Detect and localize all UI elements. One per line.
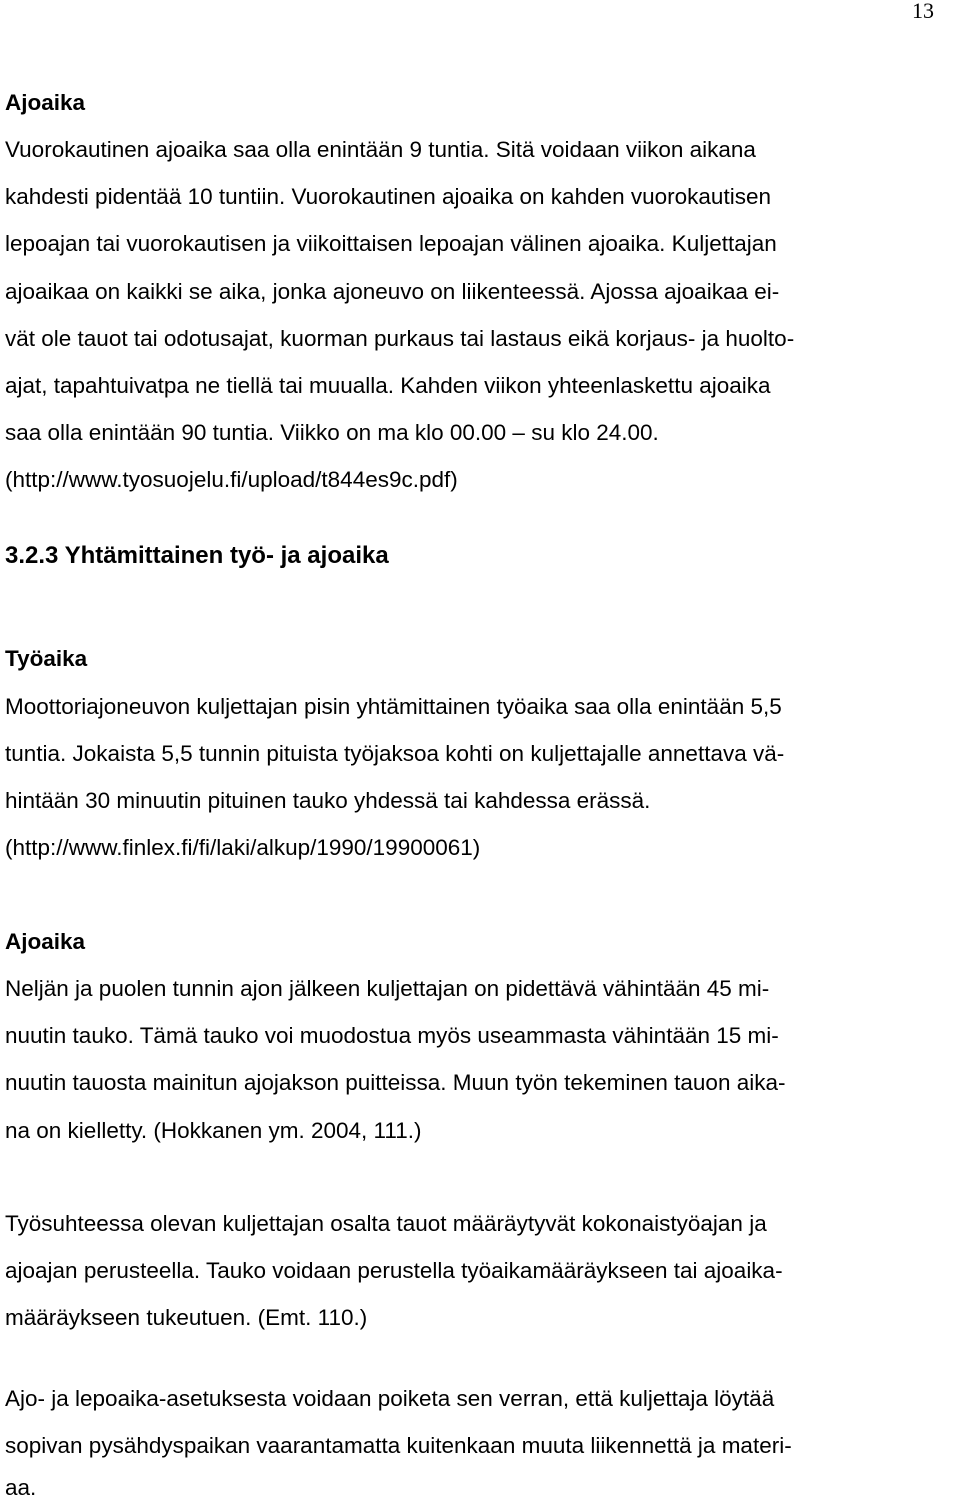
text-line: ajoajan perusteella. Tauko voidaan perustella työaikamääräykseen tai ajoaika- (5, 1258, 783, 1283)
text-line: ajoaikaa on kaikki se aika, jonka ajoneuvo on liikenteessä. Ajossa ajoaikaa ei- (5, 279, 780, 304)
heading-tyoaika: Työaika (5, 646, 88, 671)
text-line: kahdesti pidentää 10 tuntiin. Vuorokautinen ajoaika on kahden vuorokautisen (5, 184, 771, 209)
text-line: nuutin tauosta mainitun ajojakson puitteissa. Muun työn tekeminen tauon aika- (5, 1070, 786, 1095)
text-line: aa. (5, 1475, 37, 1500)
text-line: hintään 30 minuutin pituinen tauko yhdessä tai kahdessa erässä. (5, 788, 651, 813)
text-line: Työsuhteessa olevan kuljettajan osalta tauot määräytyvät kokonaistyöajan ja (5, 1211, 767, 1236)
text-line: Moottoriajoneuvon kuljettajan pisin yhtämittainen työaika saa olla enintään 5,5 (5, 694, 782, 719)
reference-link: (http://www.finlex.fi/fi/laki/alkup/1990/19900061) (5, 835, 481, 860)
text-line: Ajo- ja lepoaika-asetuksesta voidaan poiketa sen verran, että kuljettaja löytää (5, 1386, 775, 1411)
section-heading: 3.2.3 Yhtämittainen työ- ja ajoaika (5, 542, 389, 569)
text-line: Vuorokautinen ajoaika saa olla enintään 9 tuntia. Sitä voidaan viikon aikana (5, 137, 756, 162)
reference-link: (http://www.tyosuojelu.fi/upload/t844es9c.pdf) (5, 467, 458, 492)
text-line: vät ole tauot tai odotusajat, kuorman purkaus tai lastaus eikä korjaus- ja huolto- (5, 326, 795, 351)
text-line: Neljän ja puolen tunnin ajon jälkeen kuljettajan on pidettävä vähintään 45 mi- (5, 976, 770, 1001)
text-line: nuutin tauko. Tämä tauko voi muodostua myös useammasta vähintään 15 mi- (5, 1023, 779, 1048)
text-line: lepoajan tai vuorokautisen ja viikoittaisen lepoajan välinen ajoaika. Kuljettajan (5, 231, 777, 256)
text-line: sopivan pysähdyspaikan vaarantamatta kuitenkaan muuta liikennettä ja materi- (5, 1433, 792, 1458)
text-line: saa olla enintään 90 tuntia. Viikko on ma klo 00.00 – su klo 24.00. (5, 420, 659, 445)
heading-ajoaika: Ajoaika (5, 929, 86, 954)
heading-ajoaika: Ajoaika (5, 90, 86, 115)
page-number: 13 (912, 0, 934, 23)
text-line: ajat, tapahtuivatpa ne tiellä tai muualla. Kahden viikon yhteenlaskettu ajoaika (5, 373, 771, 398)
text-line: na on kielletty. (Hokkanen ym. 2004, 111.) (5, 1118, 422, 1143)
text-line: tuntia. Jokaista 5,5 tunnin pituista työjaksoa kohti on kuljettajalle annettava vä- (5, 741, 785, 766)
text-line: määräykseen tukeutuen. (Emt. 110.) (5, 1305, 368, 1330)
